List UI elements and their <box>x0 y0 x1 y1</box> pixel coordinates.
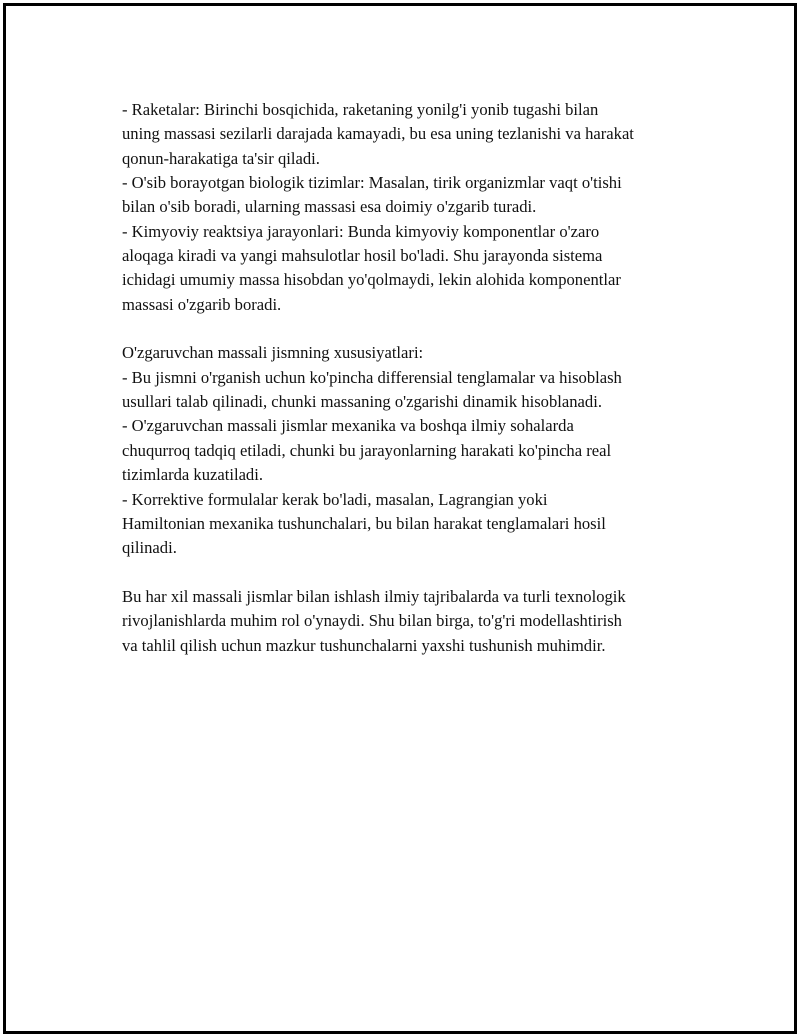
text-line: ichidagi umumiy massa hisobdan yo'qolmaydi, lekin alohida komponentlar <box>122 270 621 290</box>
page-frame <box>3 3 797 1034</box>
text-line: - Kimyoviy reaktsiya jarayonlari: Bunda kimyoviy komponentlar o'zaro <box>122 221 600 241</box>
paragraph-examples <box>122 98 722 317</box>
text-line: uning massasi sezilarli darajada kamayadi, bu esa uning tezlanishi va harakat <box>122 124 634 144</box>
page-content <box>122 98 722 658</box>
paragraph-gap <box>122 317 722 341</box>
text-line: - Raketalar: Birinchi bosqichida, raketaning yonilg'i yonib tugashi bilan <box>122 100 599 119</box>
text-line: qilinadi. <box>122 538 177 558</box>
text-line: usullari talab qilinadi, chunki massaning o'zgarishi dinamik hisoblanadi. <box>122 392 602 412</box>
text-line: rivojlanishlarda muhim rol o'ynaydi. Shu bilan birga, to'g'ri modellashtirish <box>122 611 622 631</box>
paragraph-properties <box>122 341 722 560</box>
text-line: O'zgaruvchan massali jismning xususiyatlari: <box>122 343 424 363</box>
paragraph-conclusion <box>122 585 722 658</box>
text-line: - Bu jismni o'rganish uchun ko'pincha differensial tenglamalar va hisoblash <box>122 367 622 387</box>
text-line: aloqaga kiradi va yangi mahsulotlar hosil bo'ladi. Shu jarayonda sistema <box>122 246 603 266</box>
text-line: tizimlarda kuzatiladi. <box>122 465 263 485</box>
paragraph-gap <box>122 561 722 585</box>
text-line: - Korrektive formulalar kerak bo'ladi, masalan, Lagrangian yoki <box>122 489 548 509</box>
text-line: qonun-harakatiga ta'sir qiladi. <box>122 148 320 168</box>
text-line: - O'zgaruvchan massali jismlar mexanika va boshqa ilmiy sohalarda <box>122 416 574 436</box>
text-line: - O'sib borayotgan biologik tizimlar: Masalan, tirik organizmlar vaqt o'tishi <box>122 173 622 193</box>
text-line: massasi o'zgarib boradi. <box>122 294 282 314</box>
text-line: va tahlil qilish uchun mazkur tushunchalarni yaxshi tushunish muhimdir. <box>122 635 606 655</box>
text-line: chuqurroq tadqiq etiladi, chunki bu jarayonlarning harakati ko'pincha real <box>122 440 612 460</box>
text-line: bilan o'sib boradi, ularning massasi esa doimiy o'zgarib turadi. <box>122 197 537 217</box>
text-line: Hamiltonian mexanika tushunchalari, bu bilan harakat tenglamalari hosil <box>122 513 606 533</box>
text-line: Bu har xil massali jismlar bilan ishlash ilmiy tajribalarda va turli texnologik <box>122 586 626 606</box>
